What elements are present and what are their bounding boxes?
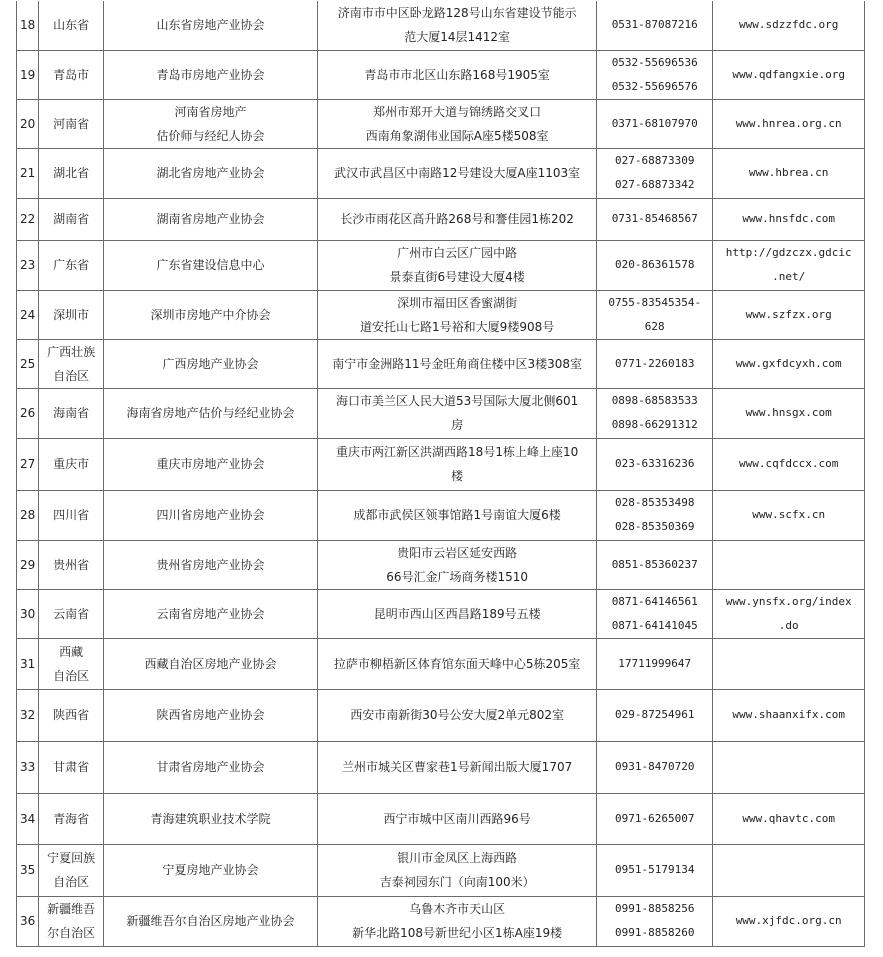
cell-address-line: 西南角象湖伟业国际A座5楼508室 xyxy=(365,128,549,143)
cell-phone xyxy=(597,844,713,896)
table-row xyxy=(17,490,865,540)
cell-phone xyxy=(597,438,713,490)
table-row xyxy=(17,438,865,490)
cell-address xyxy=(318,741,597,793)
cell-number: 30 xyxy=(17,589,39,638)
cell-organization-line: 广西房地产业协会 xyxy=(162,356,259,371)
cell-phone-line: 17711999647 xyxy=(618,656,692,670)
cell-website xyxy=(713,290,865,339)
cell-organization xyxy=(103,50,317,99)
cell-region-line: 海南省 xyxy=(53,406,90,420)
cell-website xyxy=(713,589,865,638)
cell-phone-line: 0532-55696576 xyxy=(611,79,698,93)
cell-address-line: 深圳市福田区香蜜湖街 xyxy=(397,295,518,310)
cell-phone xyxy=(597,99,713,148)
cell-number: 23 xyxy=(17,240,39,290)
cell-address xyxy=(318,490,597,540)
cell-phone-line: 0991-8858256 xyxy=(614,902,695,915)
cell-region-line: 四川省 xyxy=(53,508,90,522)
cell-address-line: 济南市市中区卧龙路128号山东省建设节能示 xyxy=(337,6,577,21)
cell-website-line: www.shaanxifx.com xyxy=(732,708,845,721)
cell-address-line: 范大厦14层1412室 xyxy=(404,30,511,45)
cell-region xyxy=(39,844,104,896)
cell-region-line: 深圳市 xyxy=(53,307,90,322)
cell-organization xyxy=(103,388,317,438)
cell-website xyxy=(713,741,865,793)
cell-website xyxy=(713,793,865,844)
cell-number: 22 xyxy=(17,198,39,240)
cell-address xyxy=(318,148,597,198)
table-row xyxy=(17,844,865,896)
cell-number: 26 xyxy=(17,388,39,438)
cell-address-line: 郑州市郑开大道与锦绣路交叉口 xyxy=(373,104,542,119)
cell-organization xyxy=(103,589,317,638)
cell-number: 27 xyxy=(17,438,39,490)
table-row xyxy=(17,50,865,99)
cell-website-line: www.sdzzfdc.org xyxy=(739,18,839,32)
cell-number: 33 xyxy=(17,741,39,793)
cell-region xyxy=(39,148,104,198)
cell-website xyxy=(713,490,865,540)
cell-website-line: www.gxfdcyxh.com xyxy=(735,356,842,370)
cell-website-line: .net/ xyxy=(772,270,806,283)
cell-number: 29 xyxy=(17,540,39,589)
table-row xyxy=(17,198,865,240)
cell-website xyxy=(713,99,865,148)
cell-phone-line: 023-63316236 xyxy=(614,457,695,470)
cell-website xyxy=(713,638,865,689)
cell-phone xyxy=(597,793,713,844)
cell-phone-line: 027-68873342 xyxy=(614,178,695,191)
cell-organization xyxy=(103,438,317,490)
cell-number: 35 xyxy=(17,844,39,896)
cell-region-line: 自治区 xyxy=(53,875,90,889)
cell-phone-line: 0871-64141045 xyxy=(611,618,698,632)
cell-organization-line: 河南省房地产 xyxy=(174,104,247,119)
cell-organization xyxy=(103,844,317,896)
cell-address-line: 西宁市城中区南川西路96号 xyxy=(383,811,531,826)
cell-website xyxy=(713,1,865,50)
cell-organization-line: 贵州省房地产业协会 xyxy=(156,557,265,572)
cell-phone-line: 0771-2260183 xyxy=(614,356,695,370)
cell-website xyxy=(713,388,865,438)
cell-region-line: 甘肃省 xyxy=(53,760,90,774)
table-row xyxy=(17,240,865,290)
cell-organization xyxy=(103,896,317,946)
cell-phone xyxy=(597,290,713,339)
cell-phone xyxy=(597,589,713,638)
cell-address xyxy=(318,99,597,148)
cell-website-line: www.cqfdccx.com xyxy=(739,457,839,470)
cell-phone-line: 0991-8858260 xyxy=(614,926,695,939)
cell-website xyxy=(713,896,865,946)
table-row xyxy=(17,689,865,741)
cell-address-line: 兰州市城关区曹家巷1号新闻出版大厦1707 xyxy=(342,760,573,774)
cell-phone-line: 029-87254961 xyxy=(614,708,695,721)
cell-address-line: 广州市白云区广园中路 xyxy=(397,246,518,260)
cell-address-line: 贵阳市云岩区延安西路 xyxy=(397,545,518,560)
cell-region-line: 广西壮族 xyxy=(47,344,96,359)
cell-website-line: www.qdfangxie.org xyxy=(732,67,845,81)
cell-region-line: 广东省 xyxy=(53,258,90,272)
cell-phone-line: 0755-83545354- xyxy=(608,295,702,309)
cell-organization xyxy=(103,339,317,388)
cell-address-line: 银川市金凤区上海西路 xyxy=(397,851,518,865)
cell-address-line: 成都市武侯区领事馆路1号南谊大厦6楼 xyxy=(353,508,561,522)
cell-number: 36 xyxy=(17,896,39,946)
cell-number: 34 xyxy=(17,793,39,844)
cell-website xyxy=(713,50,865,99)
cell-organization-line: 青海建筑职业技术学院 xyxy=(150,811,271,826)
cell-website-line: www.qhavtc.com xyxy=(742,811,836,825)
table-body xyxy=(17,1,865,946)
cell-website-line: www.hnsgx.com xyxy=(745,406,832,419)
cell-website-line: http://gdzczx.gdcic xyxy=(725,246,852,259)
cell-phone-line: 020-86361578 xyxy=(614,258,695,271)
cell-region xyxy=(39,540,104,589)
cell-organization xyxy=(103,99,317,148)
cell-phone xyxy=(597,540,713,589)
cell-region-line: 新疆维吾 xyxy=(47,902,96,916)
cell-address xyxy=(318,388,597,438)
cell-address xyxy=(318,290,597,339)
cell-number: 24 xyxy=(17,290,39,339)
cell-region-line: 陕西省 xyxy=(53,708,90,722)
cell-region xyxy=(39,99,104,148)
cell-organization-line: 湖南省房地产业协会 xyxy=(156,212,265,226)
cell-organization-line: 重庆市房地产业协会 xyxy=(156,457,265,471)
cell-phone xyxy=(597,896,713,946)
cell-address-line: 南宁市金洲路11号金旺角商住楼中区3楼308室 xyxy=(332,356,583,371)
cell-organization-line: 四川省房地产业协会 xyxy=(156,508,265,522)
cell-region xyxy=(39,290,104,339)
cell-organization xyxy=(103,148,317,198)
cell-region-line: 尔自治区 xyxy=(47,926,96,940)
cell-phone-line: 0851-85360237 xyxy=(611,557,698,571)
cell-phone xyxy=(597,638,713,689)
cell-address-line: 楼 xyxy=(451,469,464,483)
cell-website-line: .do xyxy=(778,618,799,632)
cell-organization-line: 宁夏房地产业协会 xyxy=(162,863,259,877)
cell-number: 25 xyxy=(17,339,39,388)
cell-organization-line: 陕西省房地产业协会 xyxy=(156,708,265,722)
cell-address xyxy=(318,896,597,946)
cell-region-line: 重庆市 xyxy=(53,457,90,471)
cell-phone-line: 0871-64146561 xyxy=(611,594,698,608)
cell-address-line: 西安市南新街30号公安大厦2单元802室 xyxy=(350,708,565,722)
cell-website-line: www.ynsfx.org/index xyxy=(725,594,852,608)
cell-region xyxy=(39,896,104,946)
cell-phone-line: 0371-68107970 xyxy=(611,116,698,130)
cell-address xyxy=(318,638,597,689)
cell-organization-line: 湖北省房地产业协会 xyxy=(156,166,265,180)
cell-region xyxy=(39,198,104,240)
cell-region xyxy=(39,50,104,99)
cell-phone-line: 628 xyxy=(644,319,665,333)
cell-address xyxy=(318,793,597,844)
cell-region xyxy=(39,638,104,689)
cell-number: 32 xyxy=(17,689,39,741)
cell-organization xyxy=(103,490,317,540)
cell-address xyxy=(318,339,597,388)
cell-phone xyxy=(597,1,713,50)
cell-region-line: 西藏 xyxy=(59,644,84,659)
cell-number: 28 xyxy=(17,490,39,540)
cell-organization-line: 西藏自治区房地产业协会 xyxy=(144,656,277,671)
cell-phone-line: 0951-5179134 xyxy=(614,863,695,876)
cell-number: 18 xyxy=(17,1,39,50)
cell-phone-line: 0532-55696536 xyxy=(611,55,698,69)
cell-region-line: 自治区 xyxy=(53,668,90,683)
table-row xyxy=(17,793,865,844)
cell-address xyxy=(318,844,597,896)
table-row xyxy=(17,741,865,793)
cell-phone xyxy=(597,50,713,99)
table-row xyxy=(17,896,865,946)
cell-region xyxy=(39,741,104,793)
cell-address xyxy=(318,540,597,589)
cell-website xyxy=(713,240,865,290)
cell-website xyxy=(713,438,865,490)
cell-region xyxy=(39,793,104,844)
cell-website-line: www.hnrea.org.cn xyxy=(735,116,842,130)
cell-region xyxy=(39,589,104,638)
cell-address-line: 青岛市市北区山东路168号1905室 xyxy=(364,67,550,82)
cell-phone xyxy=(597,741,713,793)
cell-address-line: 乌鲁木齐市天山区 xyxy=(409,902,506,916)
cell-address-line: 武汉市武昌区中南路12号建设大厦A座1103室 xyxy=(334,166,581,180)
cell-website-line: www.xjfdc.org.cn xyxy=(735,914,842,927)
cell-organization xyxy=(103,689,317,741)
cell-region xyxy=(39,689,104,741)
cell-phone xyxy=(597,689,713,741)
cell-address xyxy=(318,438,597,490)
cell-address-line: 海口市美兰区人民大道53号国际大厦北侧601 xyxy=(336,394,579,408)
cell-region-line: 青岛市 xyxy=(53,67,90,82)
table-row xyxy=(17,339,865,388)
cell-phone xyxy=(597,148,713,198)
cell-address xyxy=(318,240,597,290)
table-row xyxy=(17,589,865,638)
cell-phone xyxy=(597,490,713,540)
cell-region-line: 河南省 xyxy=(53,116,90,131)
cell-organization-line: 云南省房地产业协会 xyxy=(156,606,265,621)
cell-region xyxy=(39,339,104,388)
cell-region-line: 湖南省 xyxy=(53,212,90,226)
cell-region xyxy=(39,438,104,490)
cell-website xyxy=(713,844,865,896)
cell-website-line: www.scfx.cn xyxy=(752,508,826,521)
cell-address-line: 道安托山七路1号裕和大厦9楼908号 xyxy=(360,319,555,334)
cell-website-line: www.hnsfdc.com xyxy=(742,212,836,225)
table-row xyxy=(17,148,865,198)
cell-organization-line: 估价师与经纪人协会 xyxy=(156,128,265,143)
cell-address-line: 房 xyxy=(451,418,464,432)
cell-phone-line: 0731-85468567 xyxy=(611,212,698,225)
cell-phone-line: 0931-8470720 xyxy=(614,760,695,773)
cell-organization-line: 甘肃省房地产业协会 xyxy=(156,760,265,774)
table-row xyxy=(17,388,865,438)
cell-organization-line: 深圳市房地产中介协会 xyxy=(150,307,271,322)
table-row xyxy=(17,290,865,339)
cell-organization xyxy=(103,638,317,689)
cell-address-line: 景泰直街6号建设大厦4楼 xyxy=(389,270,525,284)
cell-address-line: 66号汇金广场商务楼1510 xyxy=(386,569,529,584)
cell-website-line: www.szfzx.org xyxy=(745,307,832,321)
cell-region-line: 青海省 xyxy=(53,811,90,826)
cell-address-line: 重庆市两江新区洪湖西路18号1栋上峰上座10 xyxy=(336,445,579,459)
cell-organization xyxy=(103,793,317,844)
table-row xyxy=(17,99,865,148)
association-table xyxy=(16,1,865,947)
table-row xyxy=(17,1,865,50)
cell-region-line: 自治区 xyxy=(53,368,90,383)
cell-region xyxy=(39,490,104,540)
cell-organization xyxy=(103,240,317,290)
cell-website xyxy=(713,689,865,741)
cell-region-line: 山东省 xyxy=(53,18,90,33)
cell-phone-line: 027-68873309 xyxy=(614,154,695,167)
cell-address xyxy=(318,689,597,741)
table-row xyxy=(17,638,865,689)
cell-website xyxy=(713,198,865,240)
cell-phone-line: 0531-87087216 xyxy=(611,18,698,32)
cell-website xyxy=(713,339,865,388)
cell-number: 19 xyxy=(17,50,39,99)
cell-region-line: 云南省 xyxy=(53,606,90,621)
cell-region-line: 贵州省 xyxy=(53,557,90,572)
cell-region xyxy=(39,1,104,50)
cell-address xyxy=(318,589,597,638)
cell-address xyxy=(318,198,597,240)
cell-number: 20 xyxy=(17,99,39,148)
cell-organization xyxy=(103,540,317,589)
cell-phone xyxy=(597,388,713,438)
cell-address-line: 拉萨市柳梧新区体育馆东面天峰中心5栋205室 xyxy=(333,656,581,671)
cell-organization xyxy=(103,741,317,793)
cell-website xyxy=(713,540,865,589)
cell-address xyxy=(318,1,597,50)
cell-organization-line: 海南省房地产估价与经纪业协会 xyxy=(126,406,295,420)
cell-phone-line: 0971-6265007 xyxy=(614,811,695,825)
cell-phone xyxy=(597,240,713,290)
cell-organization-line: 青岛市房地产业协会 xyxy=(156,67,265,82)
cell-organization-line: 山东省房地产业协会 xyxy=(156,18,265,33)
cell-organization xyxy=(103,290,317,339)
cell-organization xyxy=(103,198,317,240)
cell-phone-line: 028-85353498 xyxy=(614,496,695,509)
cell-phone xyxy=(597,339,713,388)
cell-address-line: 吉泰祠园东门（向南100米） xyxy=(379,875,535,889)
cell-phone-line: 028-85350369 xyxy=(614,520,695,533)
cell-address-line: 新华北路108号新世纪小区1栋A座19楼 xyxy=(352,926,563,940)
cell-organization-line: 新疆维吾尔自治区房地产业协会 xyxy=(126,914,295,928)
cell-region xyxy=(39,240,104,290)
cell-website xyxy=(713,148,865,198)
cell-number: 31 xyxy=(17,638,39,689)
cell-region-line: 湖北省 xyxy=(53,166,90,180)
cell-phone-line: 0898-68583533 xyxy=(611,394,698,407)
cell-region-line: 宁夏回族 xyxy=(47,851,96,865)
cell-organization xyxy=(103,1,317,50)
cell-address-line: 昆明市西山区西昌路189号五楼 xyxy=(373,606,541,621)
cell-region xyxy=(39,388,104,438)
cell-organization-line: 广东省建设信息中心 xyxy=(156,258,265,272)
cell-website-line: www.hbrea.cn xyxy=(748,166,829,179)
cell-phone xyxy=(597,198,713,240)
table-row xyxy=(17,540,865,589)
cell-phone-line: 0898-66291312 xyxy=(611,418,698,431)
cell-number: 21 xyxy=(17,148,39,198)
cell-address xyxy=(318,50,597,99)
cell-address-line: 长沙市雨花区高升路268号和謇佳园1栋202 xyxy=(340,212,574,226)
